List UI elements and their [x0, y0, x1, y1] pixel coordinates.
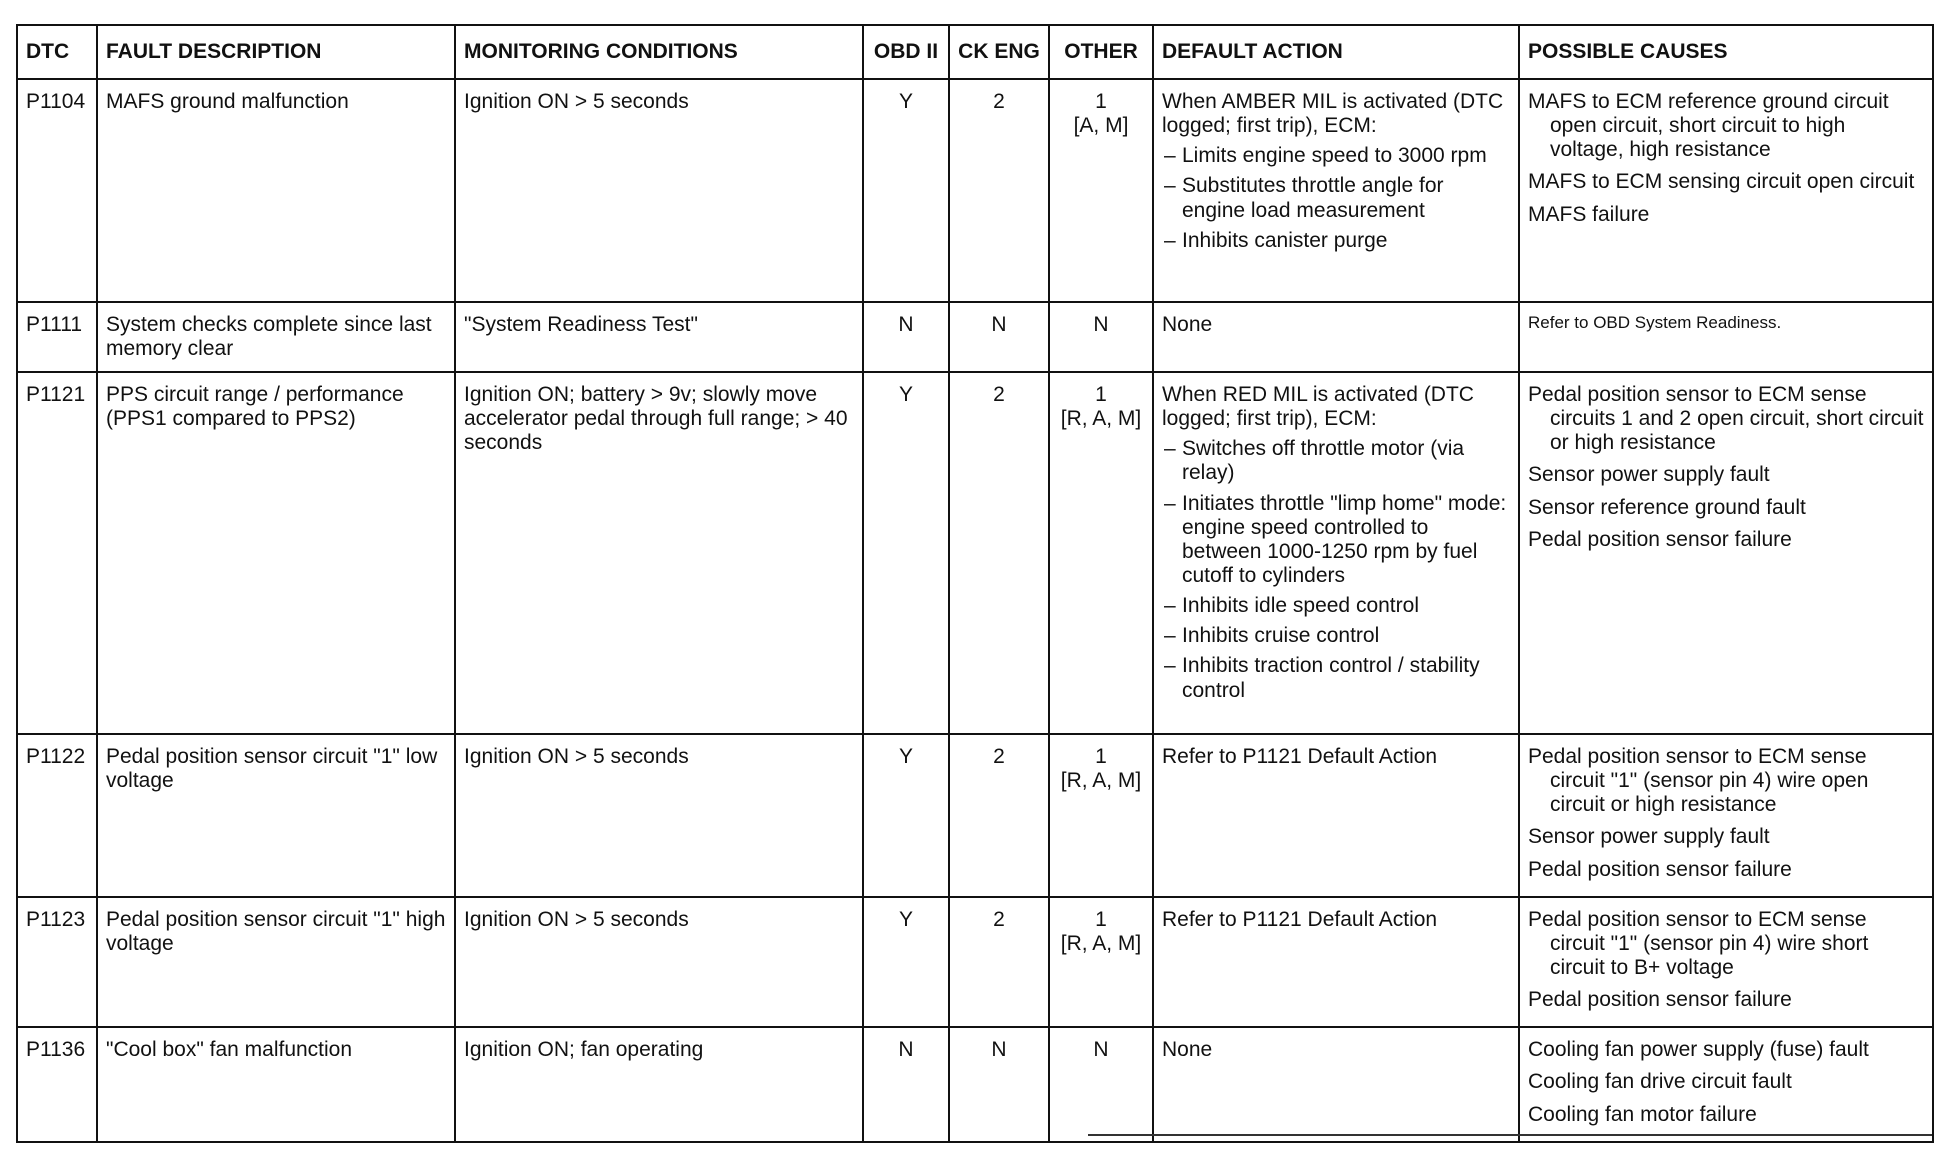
possible-causes	[1519, 372, 1933, 734]
cause-item: Cooling fan power supply (fuse) fault	[1528, 1038, 1869, 1062]
other-codes: [R, A, M]	[1060, 407, 1142, 431]
header-row	[17, 25, 1933, 79]
default-action-item: – Inhibits canister purge	[1162, 229, 1510, 253]
default-action-item: – Initiates throttle "limp home" mode: engine speed controlled to between 1000-1250 rpm by fuel cutoff to cylinders	[1162, 492, 1510, 589]
other-value: 1	[1095, 907, 1107, 931]
cause-item: Pedal position sensor to ECM sense circuit "1" (sensor pin 4) wire short circuit to B+ voltage	[1528, 907, 1869, 979]
other-value: N	[1093, 1038, 1109, 1062]
monitoring-conditions: Ignition ON > 5 seconds	[455, 897, 863, 1028]
other-cell	[1049, 734, 1153, 897]
table-row	[17, 897, 1933, 1028]
table-row	[17, 302, 1933, 372]
default-action-item: – Inhibits idle speed control	[1162, 594, 1510, 618]
default-action	[1153, 734, 1519, 897]
default-action-lead: None	[1162, 1038, 1213, 1062]
cause-item: MAFS failure	[1528, 202, 1650, 226]
cause-item: Cooling fan drive circuit fault	[1528, 1070, 1792, 1094]
default-action-item: – Inhibits cruise control	[1162, 624, 1510, 648]
header-dtc: DTC	[17, 25, 97, 79]
default-action-lead: When AMBER MIL is activated (DTC logged; first trip), ECM:	[1162, 90, 1504, 138]
obd-ii-value: Y	[863, 734, 949, 897]
cause-item: Pedal position sensor to ECM sense circuits 1 and 2 open circuit, short circuit or high resistance	[1528, 383, 1924, 455]
dtc-code: P1104	[17, 79, 97, 302]
header-other: OTHER	[1049, 25, 1153, 79]
default-action	[1153, 897, 1519, 1028]
other-value: 1	[1095, 745, 1107, 768]
dtc-table	[16, 24, 1934, 1143]
cause-item: Pedal position sensor failure	[1528, 988, 1792, 1012]
table-row	[17, 79, 1933, 302]
dtc-code: P1121	[17, 372, 97, 734]
dtc-code: P1111	[17, 302, 97, 372]
header-default-action: DEFAULT ACTION	[1153, 25, 1519, 79]
ck-eng-value: 2	[949, 897, 1049, 1028]
obd-ii-value: N	[863, 302, 949, 372]
default-action	[1153, 1027, 1519, 1141]
other-value: 1	[1095, 90, 1107, 113]
default-action-lead: When RED MIL is activated (DTC logged; first trip), ECM:	[1162, 383, 1474, 431]
header-obd-ii: OBD II	[863, 25, 949, 79]
other-value: N	[1093, 313, 1109, 336]
other-cell	[1049, 372, 1153, 734]
fault-description: Pedal position sensor circuit "1" low voltage	[97, 734, 455, 897]
cause-item: MAFS to ECM sensing circuit open circuit	[1528, 170, 1915, 194]
dtc-code: P1123	[17, 897, 97, 1028]
dtc-code: P1136	[17, 1027, 97, 1141]
ck-eng-value: N	[949, 302, 1049, 372]
possible-causes	[1519, 302, 1933, 372]
ck-eng-value: N	[949, 1027, 1049, 1141]
table-row	[17, 734, 1933, 897]
other-codes: [R, A, M]	[1060, 769, 1142, 793]
other-cell	[1049, 79, 1153, 302]
default-action-item: – Switches off throttle motor (via relay)	[1162, 437, 1510, 485]
default-action-item: – Inhibits traction control / stability control	[1162, 654, 1510, 702]
other-cell	[1049, 1027, 1153, 1141]
default-action-lead: Refer to P1121 Default Action	[1162, 745, 1438, 768]
header-possible-causes: POSSIBLE CAUSES	[1519, 25, 1933, 79]
ck-eng-value: 2	[949, 734, 1049, 897]
fault-description: MAFS ground malfunction	[97, 79, 455, 302]
default-action-item: – Limits engine speed to 3000 rpm	[1162, 144, 1510, 168]
cause-item: MAFS to ECM reference ground circuit open circuit, short circuit to high voltage, high resistance	[1528, 90, 1889, 162]
fault-description: "Cool box" fan malfunction	[97, 1027, 455, 1141]
default-action-lead: Refer to P1121 Default Action	[1162, 907, 1438, 931]
default-action	[1153, 372, 1519, 734]
cause-item: Refer to OBD System Readiness.	[1528, 313, 1782, 332]
cause-item: Pedal position sensor failure	[1528, 527, 1792, 551]
default-action-list	[1162, 437, 1510, 702]
fault-description: System checks complete since last memory clear	[97, 302, 455, 372]
cause-item: Pedal position sensor failure	[1528, 857, 1792, 881]
ck-eng-value: 2	[949, 372, 1049, 734]
table-row	[17, 1027, 1933, 1141]
default-action-lead: None	[1162, 313, 1213, 336]
possible-causes	[1519, 79, 1933, 302]
header-monitoring-conditions: MONITORING CONDITIONS	[455, 25, 863, 79]
default-action-item: – Substitutes throttle angle for engine load measurement	[1162, 174, 1510, 222]
possible-causes	[1519, 1027, 1933, 1141]
cause-item: Cooling fan motor failure	[1528, 1102, 1757, 1126]
table-row	[17, 372, 1933, 734]
monitoring-conditions: "System Readiness Test"	[455, 302, 863, 372]
cause-item: Sensor reference ground fault	[1528, 495, 1806, 519]
possible-causes	[1519, 734, 1933, 897]
table-header	[17, 25, 1933, 79]
obd-ii-value: Y	[863, 897, 949, 1028]
cause-item: Pedal position sensor to ECM sense circuit "1" (sensor pin 4) wire open circuit or high resistance	[1528, 745, 1869, 817]
ck-eng-value: 2	[949, 79, 1049, 302]
default-action	[1153, 302, 1519, 372]
cause-item: Sensor power supply fault	[1528, 463, 1770, 487]
possible-causes	[1519, 897, 1933, 1028]
monitoring-conditions: Ignition ON > 5 seconds	[455, 79, 863, 302]
other-value: 1	[1095, 383, 1107, 406]
footer-rule	[1088, 1134, 1932, 1136]
monitoring-conditions: Ignition ON; battery > 9v; slowly move accelerator pedal through full range; > 40 seconds	[455, 372, 863, 734]
obd-ii-value: N	[863, 1027, 949, 1141]
default-action	[1153, 79, 1519, 302]
table-body	[17, 79, 1933, 1142]
other-codes: [A, M]	[1073, 114, 1129, 138]
other-cell	[1049, 897, 1153, 1028]
dtc-code: P1122	[17, 734, 97, 897]
obd-ii-value: Y	[863, 79, 949, 302]
fault-description: Pedal position sensor circuit "1" high voltage	[97, 897, 455, 1028]
other-codes: [R, A, M]	[1060, 931, 1142, 955]
monitoring-conditions: Ignition ON > 5 seconds	[455, 734, 863, 897]
fault-description: PPS circuit range / performance (PPS1 compared to PPS2)	[97, 372, 455, 734]
monitoring-conditions: Ignition ON; fan operating	[455, 1027, 863, 1141]
other-cell	[1049, 302, 1153, 372]
header-ck-eng: CK ENG	[949, 25, 1049, 79]
obd-ii-value: Y	[863, 372, 949, 734]
header-fault-description: FAULT DESCRIPTION	[97, 25, 455, 79]
cause-item: Sensor power supply fault	[1528, 825, 1770, 849]
default-action-list	[1162, 144, 1510, 253]
